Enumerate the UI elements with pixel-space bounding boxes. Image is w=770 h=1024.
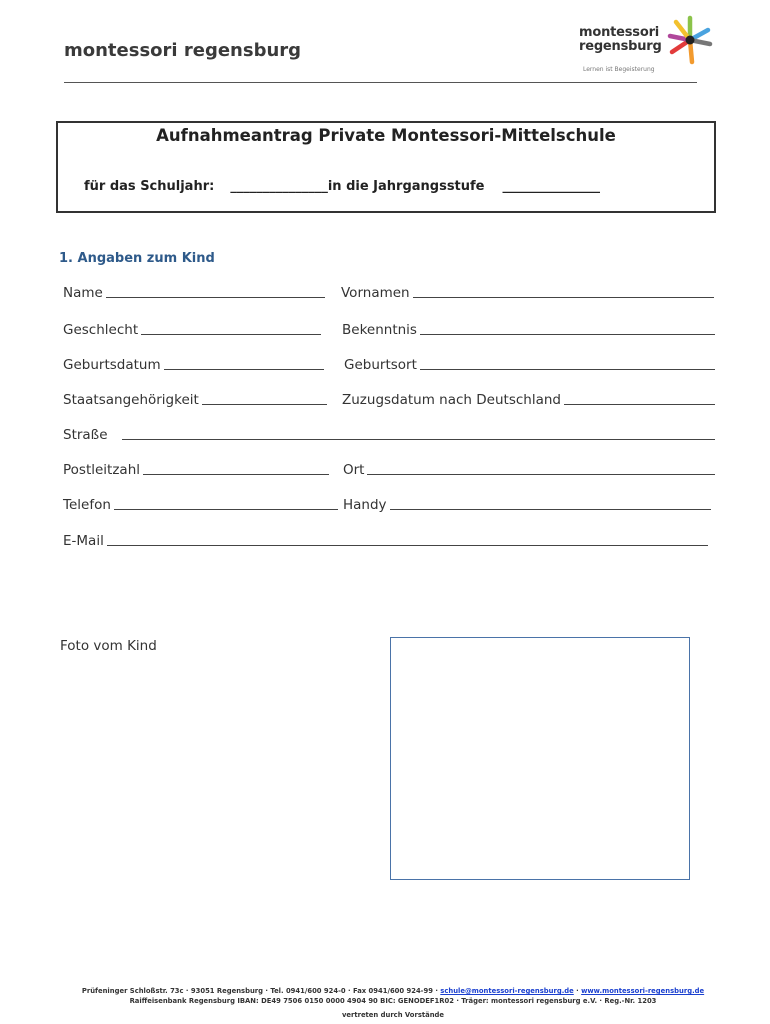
zuzugsdatum-label: Zuzugsdatum nach Deutschland <box>342 392 561 408</box>
photo-label: Foto vom Kind <box>60 638 157 654</box>
form-title: Aufnahmeantrag Private Montessori-Mittelschule <box>156 126 616 145</box>
geburtsdatum-field[interactable] <box>63 357 324 373</box>
email-line[interactable] <box>107 545 708 546</box>
logo-star-icon <box>664 14 716 66</box>
geschlecht-label: Geschlecht <box>63 322 139 338</box>
geschlecht-field[interactable] <box>63 322 321 338</box>
staatsangehoerigkeit-field[interactable] <box>63 392 327 408</box>
staatsangehoerigkeit-line[interactable] <box>202 404 327 405</box>
logo-line-1: montessori <box>579 25 660 40</box>
geburtsdatum-line[interactable] <box>164 369 324 370</box>
vornamen-field[interactable] <box>341 285 714 301</box>
geburtsdatum-label: Geburtsdatum <box>63 357 161 373</box>
header-divider <box>64 82 697 83</box>
strasse-field[interactable] <box>63 427 715 443</box>
section-heading-angaben-kind: 1. Angaben zum Kind <box>59 251 215 266</box>
zuzugsdatum-line[interactable] <box>564 404 715 405</box>
school-year-row <box>84 179 600 194</box>
geburtsort-line[interactable] <box>420 369 715 370</box>
name-line[interactable] <box>106 297 325 298</box>
logo-wordmark <box>579 25 662 73</box>
handy-label: Handy <box>343 497 387 513</box>
telefon-label: Telefon <box>63 497 111 513</box>
name-label: Name <box>63 285 103 301</box>
form-title-box <box>56 121 716 213</box>
bekenntnis-field[interactable] <box>342 322 715 338</box>
vornamen-line[interactable] <box>413 297 714 298</box>
name-field[interactable] <box>63 285 325 301</box>
footer-address-text: Prüfeninger Schloßstr. 73c · 93051 Regensburg · Tel. 0941/600 924-0 · Fax 0941/600 924-99 · <box>81 987 441 995</box>
postleitzahl-line[interactable] <box>143 474 329 475</box>
ort-label: Ort <box>343 462 365 478</box>
staatsangehoerigkeit-label: Staatsangehörigkeit <box>63 392 199 408</box>
footer-address <box>60 987 726 995</box>
postleitzahl-label: Postleitzahl <box>63 462 141 478</box>
school-year-label: für das Schuljahr: <box>84 179 215 194</box>
ort-line[interactable] <box>367 474 715 475</box>
strasse-label: Straße <box>63 427 108 443</box>
handy-field[interactable] <box>343 497 711 513</box>
header-title: montessori regensburg <box>64 40 302 61</box>
footer-separator: · <box>573 987 582 995</box>
footer-email-link[interactable]: schule@montessori-regensburg.de <box>440 987 574 995</box>
geburtsort-label: Geburtsort <box>344 357 417 373</box>
geburtsort-field[interactable] <box>344 357 715 373</box>
grade-label: in die Jahrgangsstufe <box>327 179 485 194</box>
telefon-line[interactable] <box>114 509 338 510</box>
ort-field[interactable] <box>343 462 715 478</box>
bekenntnis-line[interactable] <box>420 334 715 335</box>
geschlecht-line[interactable] <box>141 334 321 335</box>
footer-represented: vertreten durch Vorstände <box>341 1011 445 1019</box>
footer-website-link[interactable]: www.montessori-regensburg.de <box>581 987 705 995</box>
school-year-blank[interactable]: _______________ <box>230 179 328 194</box>
handy-line[interactable] <box>390 509 711 510</box>
photo-box[interactable] <box>390 637 690 880</box>
postleitzahl-field[interactable] <box>63 462 329 478</box>
zuzugsdatum-field[interactable] <box>342 392 715 408</box>
footer-bank: Raiffeisenbank Regensburg IBAN: DE49 7506 0150 0000 4904 90 BIC: GENODEF1R02 · Träger: montessori regensburg e.V. · Reg.-Nr. 1203 <box>129 997 657 1005</box>
email-label: E-Mail <box>63 533 104 549</box>
telefon-field[interactable] <box>63 497 338 513</box>
vornamen-label: Vornamen <box>341 285 410 301</box>
email-field[interactable] <box>63 533 708 549</box>
logo-tagline: Lernen ist Begeisterung <box>583 66 655 73</box>
strasse-line[interactable] <box>122 439 716 440</box>
bekenntnis-label: Bekenntnis <box>342 322 417 338</box>
grade-blank[interactable]: _______________ <box>502 179 601 194</box>
logo-line-2: regensburg <box>579 39 662 54</box>
